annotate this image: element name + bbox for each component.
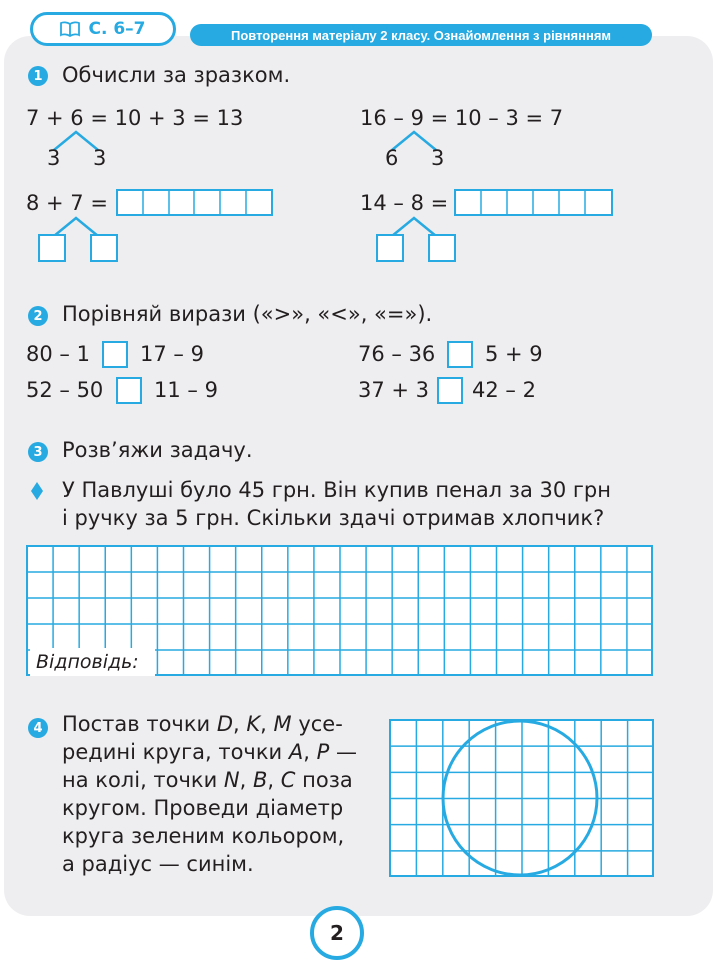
page-ref-text: С. 6–7 xyxy=(88,19,146,39)
answer-label-box xyxy=(30,648,155,676)
task4-line xyxy=(62,714,343,735)
task4-text-segment: круга зеленим кольором, xyxy=(62,824,345,848)
point-letter: A xyxy=(288,740,304,764)
task4-text-segment: Постав точки xyxy=(62,712,217,736)
point-letter: N xyxy=(223,768,240,792)
point-letter: M xyxy=(273,712,292,736)
task4-text-segment: , xyxy=(267,768,281,792)
task-number-3: 3 xyxy=(28,442,48,462)
problem-line-2: і ручку за 5 грн. Скільки здачі отримав хлопчик? xyxy=(62,506,605,530)
task4-text-segment: кругом. Проведи діаметр xyxy=(62,796,344,820)
example-b: 16 – 9 = 10 – 3 = 7 xyxy=(360,106,564,130)
example-a-part-2: 3 xyxy=(93,146,107,170)
compare-4-right: 42 – 2 xyxy=(472,378,536,402)
point-letter: C xyxy=(280,768,296,792)
task4-text-segment: , xyxy=(239,768,253,792)
task4-text-segment: — xyxy=(329,740,357,764)
compare-box-2[interactable] xyxy=(447,341,473,368)
book-icon xyxy=(60,21,80,37)
circle-grid[interactable] xyxy=(389,719,655,878)
topic-banner: Повторення матеріалу 2 класу. Ознайомлення з рівнянням xyxy=(190,24,652,46)
answer-label: Відповідь: xyxy=(36,651,139,673)
problem-line-1: У Павлуші було 45 грн. Він купив пенал за 30 грн xyxy=(62,478,611,502)
compare-box-3[interactable] xyxy=(116,377,142,404)
compare-box-1[interactable] xyxy=(102,341,128,368)
compare-4-left: 37 + 3 xyxy=(358,378,430,402)
answer-cells-a[interactable] xyxy=(116,189,274,217)
point-letter: K xyxy=(246,712,261,736)
task4-line xyxy=(62,854,254,875)
task-b-expression: 14 – 8 = xyxy=(360,191,449,215)
task-number-2: 2 xyxy=(28,306,48,326)
page-reference xyxy=(30,12,176,46)
task4-text-segment: на колі, точки xyxy=(62,768,224,792)
task4-text-segment: редині круга, точки xyxy=(62,740,289,764)
compare-2-right: 5 + 9 xyxy=(485,342,543,366)
part-box-b2[interactable] xyxy=(428,234,456,262)
point-letter: D xyxy=(216,712,234,736)
task-number-1: 1 xyxy=(28,66,48,86)
task2-instruction: Порівняй вирази («>», «<», «=»). xyxy=(62,302,433,326)
example-b-part-2: 3 xyxy=(431,146,445,170)
task-number-4: 4 xyxy=(28,718,48,738)
compare-1-left: 80 – 1 xyxy=(26,342,90,366)
part-box-a1[interactable] xyxy=(38,234,66,262)
task4-line xyxy=(62,770,353,791)
example-a: 7 + 6 = 10 + 3 = 13 xyxy=(26,106,244,130)
part-box-b1[interactable] xyxy=(376,234,404,262)
compare-3-right: 11 – 9 xyxy=(154,378,218,402)
task4-line xyxy=(62,742,357,763)
task4-text-segment: а радіус — синім. xyxy=(62,852,254,876)
task1-instruction: Обчисли за зразком. xyxy=(62,63,291,87)
task4-text-segment: усе- xyxy=(291,712,343,736)
compare-2-left: 76 – 36 xyxy=(358,342,436,366)
compare-box-4[interactable] xyxy=(437,377,463,404)
task4-line xyxy=(62,826,344,847)
point-letter: B xyxy=(253,768,268,792)
example-b-part-1: 6 xyxy=(385,146,399,170)
diamond-icon xyxy=(30,481,44,501)
compare-1-right: 17 – 9 xyxy=(140,342,204,366)
task-a-expression: 8 + 7 = xyxy=(26,191,108,215)
task4-text-segment: , xyxy=(260,712,274,736)
task4-text-segment: , xyxy=(303,740,317,764)
task4-text-segment: поза xyxy=(295,768,353,792)
part-box-a2[interactable] xyxy=(90,234,118,262)
task4-text-segment: , xyxy=(233,712,247,736)
task4-line xyxy=(62,798,343,819)
answer-cells-b[interactable] xyxy=(454,189,614,217)
example-a-part-1: 3 xyxy=(47,146,61,170)
point-letter: P xyxy=(316,740,330,764)
task3-instruction: Розв’яжи задачу. xyxy=(62,438,253,462)
page-number: 2 xyxy=(310,906,364,960)
compare-3-left: 52 – 50 xyxy=(26,378,104,402)
